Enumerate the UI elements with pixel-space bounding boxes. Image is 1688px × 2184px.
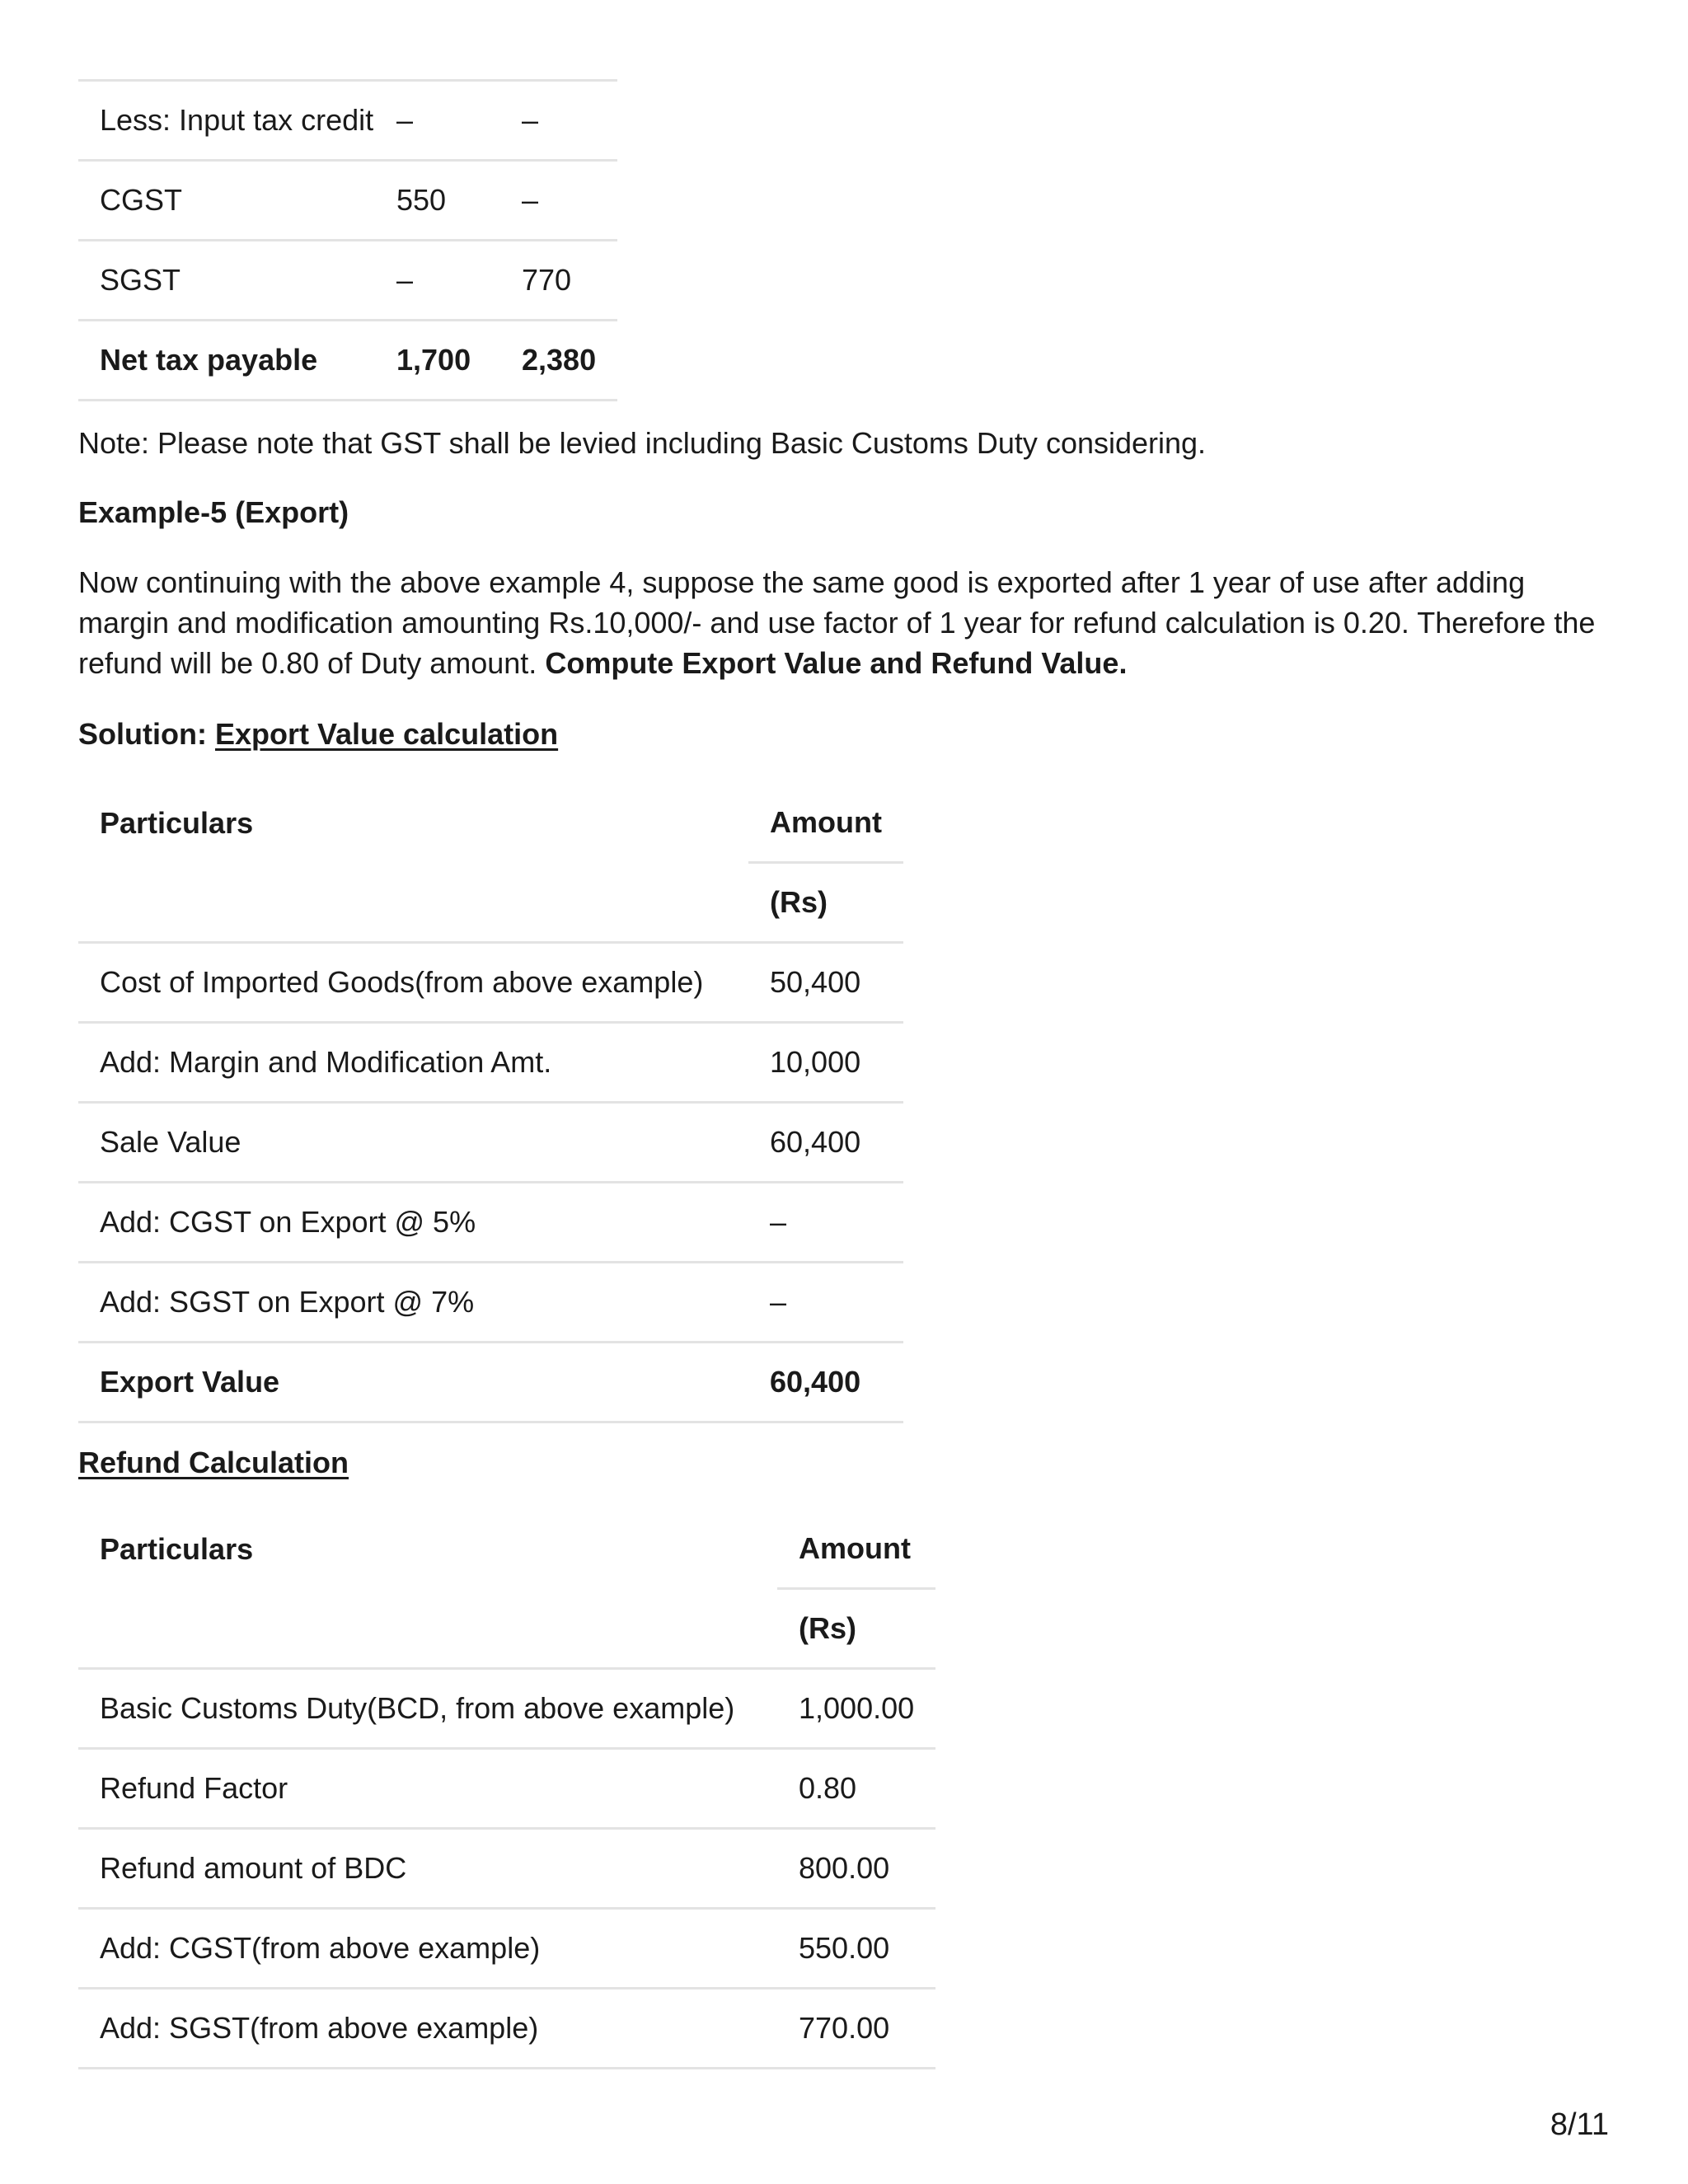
table-header-cell: Amount	[777, 1510, 935, 1589]
table-cell: –	[375, 81, 500, 161]
refund-heading	[78, 1442, 1611, 1483]
table-row	[78, 1023, 903, 1103]
table-cell: 1,000.00	[777, 1669, 935, 1749]
table-cell: –	[375, 241, 500, 321]
table-row	[78, 241, 617, 321]
table-row	[78, 1103, 903, 1183]
table-header-cell: (Rs)	[748, 863, 903, 943]
table-row	[78, 161, 617, 241]
table-cell: Add: SGST(from above example)	[78, 1989, 777, 2069]
table-cell: Cost of Imported Goods(from above example)	[78, 943, 748, 1023]
table-header-cell: Particulars	[100, 805, 254, 840]
page-number: 8/11	[1550, 2107, 1609, 2142]
table-cell: 60,400	[748, 1343, 903, 1422]
table-row	[78, 1909, 935, 1989]
table-cell: Sale Value	[78, 1103, 748, 1183]
table-cell: Export Value	[78, 1343, 748, 1422]
table-cell: –	[748, 1263, 903, 1343]
table-header-cell: (Rs)	[777, 1589, 935, 1669]
table-header-row	[78, 1510, 935, 1589]
tax-payable-table	[78, 79, 617, 401]
export-value-table	[78, 784, 903, 1423]
table-header-row	[78, 863, 903, 943]
paragraph-text: Now continuing with the above example 4, suppose the same good is exported after 1 year of use after adding margin and modification amounting Rs.10,000/- and use factor of 1 year for refund calculation is 0.20. Therefore the refund will be 0.80 of Duty amount.	[78, 565, 1596, 680]
table-total-row	[78, 321, 617, 401]
refund-table	[78, 1510, 935, 2069]
table-header-row	[78, 784, 903, 863]
table-header-cell: Amount	[748, 784, 903, 863]
table-header-row	[78, 1589, 935, 1669]
table-header-cell: Particulars	[100, 1531, 254, 1566]
table-row	[78, 1829, 935, 1909]
table-cell: SGST	[78, 241, 375, 321]
note-text: Note: Please note that GST shall be levied including Basic Customs Duty considering.	[78, 426, 1207, 460]
table-cell: Refund Factor	[78, 1749, 777, 1829]
solution-label: Solution:	[78, 717, 207, 751]
table-cell: 770.00	[777, 1989, 935, 2069]
table-cell: 2,380	[500, 321, 617, 401]
table-row	[78, 1989, 935, 2069]
table-cell: Add: SGST on Export @ 7%	[78, 1263, 748, 1343]
table-cell: –	[748, 1183, 903, 1263]
export-value-heading: Export Value calculation	[214, 717, 559, 751]
table-cell: 550.00	[777, 1909, 935, 1989]
table-row	[78, 81, 617, 161]
table-cell: Add: CGST(from above example)	[78, 1909, 777, 1989]
table-cell: 1,700	[375, 321, 500, 401]
table-cell: Net tax payable	[78, 321, 375, 401]
table-cell: 60,400	[748, 1103, 903, 1183]
table-cell: Add: CGST on Export @ 5%	[78, 1183, 748, 1263]
table-cell: 50,400	[748, 943, 903, 1023]
table-row	[78, 943, 903, 1023]
table-cell: 0.80	[777, 1749, 935, 1829]
table-cell: 550	[375, 161, 500, 241]
example-paragraph	[78, 562, 1611, 683]
table-row	[78, 1183, 903, 1263]
table-cell: –	[500, 81, 617, 161]
table-cell: Less: Input tax credit	[78, 81, 375, 161]
table-header-cell	[78, 863, 748, 943]
table-cell: 800.00	[777, 1829, 935, 1909]
table-header-cell	[78, 1589, 777, 1669]
table-cell: 770	[500, 241, 617, 321]
table-cell: Refund amount of BDC	[78, 1829, 777, 1909]
table-row	[78, 1263, 903, 1343]
table-cell: Basic Customs Duty(BCD, from above example)	[78, 1669, 777, 1749]
solution-heading	[78, 714, 1611, 754]
table-row	[78, 1669, 935, 1749]
table-cell: 10,000	[748, 1023, 903, 1103]
refund-heading-text: Refund Calculation	[78, 1446, 349, 1479]
table-cell: CGST	[78, 161, 375, 241]
table-cell: Add: Margin and Modification Amt.	[78, 1023, 748, 1103]
paragraph-bold-text: Compute Export Value and Refund Value.	[545, 646, 1128, 680]
table-total-row	[78, 1343, 903, 1422]
table-row	[78, 1749, 935, 1829]
example-heading: Example-5 (Export)	[78, 495, 349, 529]
table-cell: –	[500, 161, 617, 241]
